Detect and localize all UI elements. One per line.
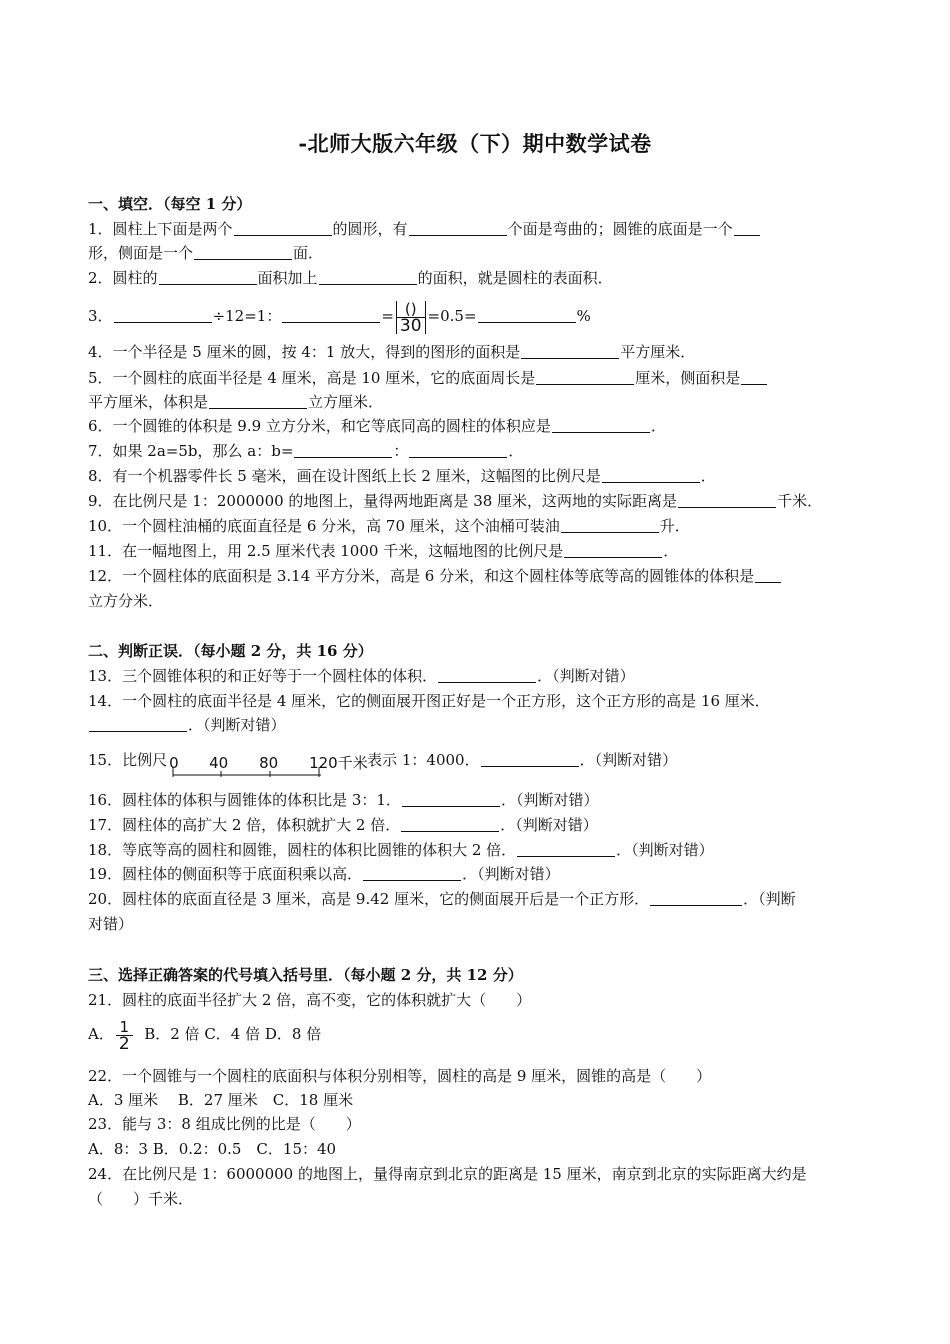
fraction-blank-over-30[interactable]: $\frac{()}{30}$ — [396, 301, 426, 334]
question-21-options: A． $\frac{1}{2}$ B．2 倍 C．4 倍 D．8 倍 — [88, 1017, 322, 1054]
question-8: 8．有一个机器零件长 5 毫米，画在设计图纸上长 2 厘米，这幅图的比例尺是 ． — [88, 467, 716, 485]
answer-blank[interactable] — [552, 417, 650, 433]
question-22-options: A．3 厘米 B．27 厘米 C．18 厘米 — [88, 1091, 354, 1109]
question-23: 23．能与 3：8 组成比例的比是（ ） — [88, 1115, 361, 1133]
question-21: 21．圆柱的底面半径扩大 2 倍，高不变，它的体积就扩大（ ） — [88, 991, 532, 1009]
answer-blank[interactable] — [209, 393, 307, 409]
answer-blank[interactable] — [741, 369, 767, 385]
answer-blank[interactable] — [363, 865, 461, 881]
scale-tick-label: 40 — [209, 754, 229, 772]
answer-blank[interactable] — [564, 542, 662, 558]
question-7: 7．如果 2a=5b，那么 a：b= ： ． — [88, 442, 524, 460]
question-5-line-2: 平方厘米，体积是 立方厘米． — [88, 393, 384, 411]
answer-blank[interactable] — [194, 244, 292, 260]
question-1-line-2: 形，侧面是一个 面． — [88, 244, 324, 262]
answer-blank[interactable] — [89, 716, 187, 732]
answer-blank[interactable] — [678, 492, 776, 508]
answer-blank[interactable] — [561, 517, 659, 533]
question-20-line-1: 20．圆柱体的底面直径是 3 厘米，高是 9.42 厘米，它的侧面展开后是一个正方形． ．（判断 — [88, 890, 796, 908]
section-1-heading: 一、填空．（每空 1 分） — [88, 195, 252, 213]
question-4: 4．一个半径是 5 厘米的圆，按 4：1 放大，得到的图形的面积是 平方厘米． — [88, 343, 696, 361]
question-1-line-1: 1．圆柱上下面是两个 的圆形，有 个面是弯曲的；圆锥的底面是一个 — [88, 219, 761, 239]
question-18: 18．等底等高的圆柱和圆锥，圆柱的体积比圆锥的体积大 2 倍． ．（判断对错） — [88, 841, 714, 859]
answer-blank[interactable] — [478, 307, 576, 323]
answer-blank[interactable] — [234, 220, 332, 236]
question-12-line-1: 12．一个圆柱体的底面积是 3.14 平方分米，高是 6 分米，和这个圆柱体等底等高的圆锥体的体积是 — [88, 566, 782, 586]
question-13: 13．三个圆锥体积的和正好等于一个圆柱体的体积． ．（判断对错） — [88, 667, 635, 685]
question-19: 19．圆柱体的侧面积等于底面积乘以高． ．（判断对错） — [88, 865, 560, 883]
answer-blank[interactable] — [114, 307, 212, 323]
question-24-line-1: 24．在比例尺是 1：6000000 的地图上，量得南京到北京的距离是 15 厘米，南京到北京的实际距离大约是 — [88, 1165, 807, 1183]
question-5-line-1: 5．一个圆柱的底面半径是 4 厘米，高是 10 厘米，它的底面周长是 厘米，侧面积是 — [88, 368, 768, 388]
question-12-line-2: 立方分米． — [88, 592, 164, 610]
scale-tick-label: 0 — [169, 754, 179, 772]
question-17: 17．圆柱体的高扩大 2 倍，体积就扩大 2 倍． ．（判断对错） — [88, 816, 598, 834]
question-24-line-2: （ ）千米． — [88, 1190, 194, 1208]
answer-blank[interactable] — [755, 567, 781, 583]
answer-blank[interactable] — [282, 307, 380, 323]
question-14-line-1: 14．一个圆柱的底面半径是 4 厘米，它的侧面展开图正好是一个正方形，这个正方形的高是 16 厘米． — [88, 692, 770, 710]
answer-blank[interactable] — [481, 751, 579, 767]
answer-blank[interactable] — [319, 269, 417, 285]
answer-blank[interactable] — [294, 442, 392, 458]
question-22: 22．一个圆锥与一个圆柱的底面积与体积分别相等，圆柱的高是 9 厘米，圆锥的高是（ ） — [88, 1067, 712, 1085]
fraction-one-half: $\frac{1}{2}$ — [116, 1019, 133, 1052]
answer-blank[interactable] — [401, 816, 499, 832]
answer-blank[interactable] — [159, 269, 257, 285]
scale-tick-label: 120千米 — [309, 754, 368, 772]
question-20-line-2: 对错） — [88, 915, 134, 933]
question-14-line-2: ．（判断对错） — [88, 715, 286, 735]
question-23-options: A．8：3 B．0.2：0.5 C．15：40 — [88, 1140, 337, 1158]
answer-blank[interactable] — [650, 890, 742, 906]
answer-blank[interactable] — [734, 220, 760, 236]
question-6: 6．一个圆锥的体积是 9.9 立方分米，和它等底同高的圆柱的体积应是 ． — [88, 417, 666, 435]
question-11: 11．在一幅地图上，用 2.5 厘米代表 1000 千米，这幅地图的比例尺是 ． — [88, 542, 679, 560]
scale-bar-lines — [169, 741, 365, 781]
scale-bar — [169, 741, 368, 781]
question-16: 16．圆柱体的体积与圆锥体的体积比是 3：1． ．（判断对错） — [88, 791, 599, 809]
question-3: 3． ÷12=1： = $\frac{()}{30}$ =0.5= % — [88, 299, 591, 336]
section-2-heading: 二、判断正误．（每小题 2 分，共 16 分） — [88, 642, 373, 660]
question-2: 2．圆柱的 面积加上 的面积，就是圆柱的表面积． — [88, 269, 613, 287]
answer-blank[interactable] — [438, 667, 536, 683]
scale-tick-label: 80 — [259, 754, 279, 772]
section-3-heading: 三、选择正确答案的代号填入括号里．（每小题 2 分，共 12 分） — [88, 966, 523, 984]
question-15: 15．比例尺 0 40 80 120千米 表示 1：4000． ．（判断对错） — [88, 740, 677, 781]
answer-blank[interactable] — [402, 791, 500, 807]
answer-blank[interactable] — [602, 467, 700, 483]
answer-blank[interactable] — [409, 442, 507, 458]
answer-blank[interactable] — [517, 841, 615, 857]
question-9: 9．在比例尺是 1：2000000 的地图上，量得两地距离是 38 厘米，这两地的实际距离是 千米． — [88, 492, 823, 510]
answer-blank[interactable] — [409, 220, 507, 236]
question-10: 10．一个圆柱油桶的底面直径是 6 分米，高 70 厘米，这个油桶可装油 升． — [88, 517, 690, 535]
answer-blank[interactable] — [521, 343, 619, 359]
answer-blank[interactable] — [536, 369, 634, 385]
exam-title: -北师大版六年级（下）期中数学试卷 — [298, 131, 652, 156]
